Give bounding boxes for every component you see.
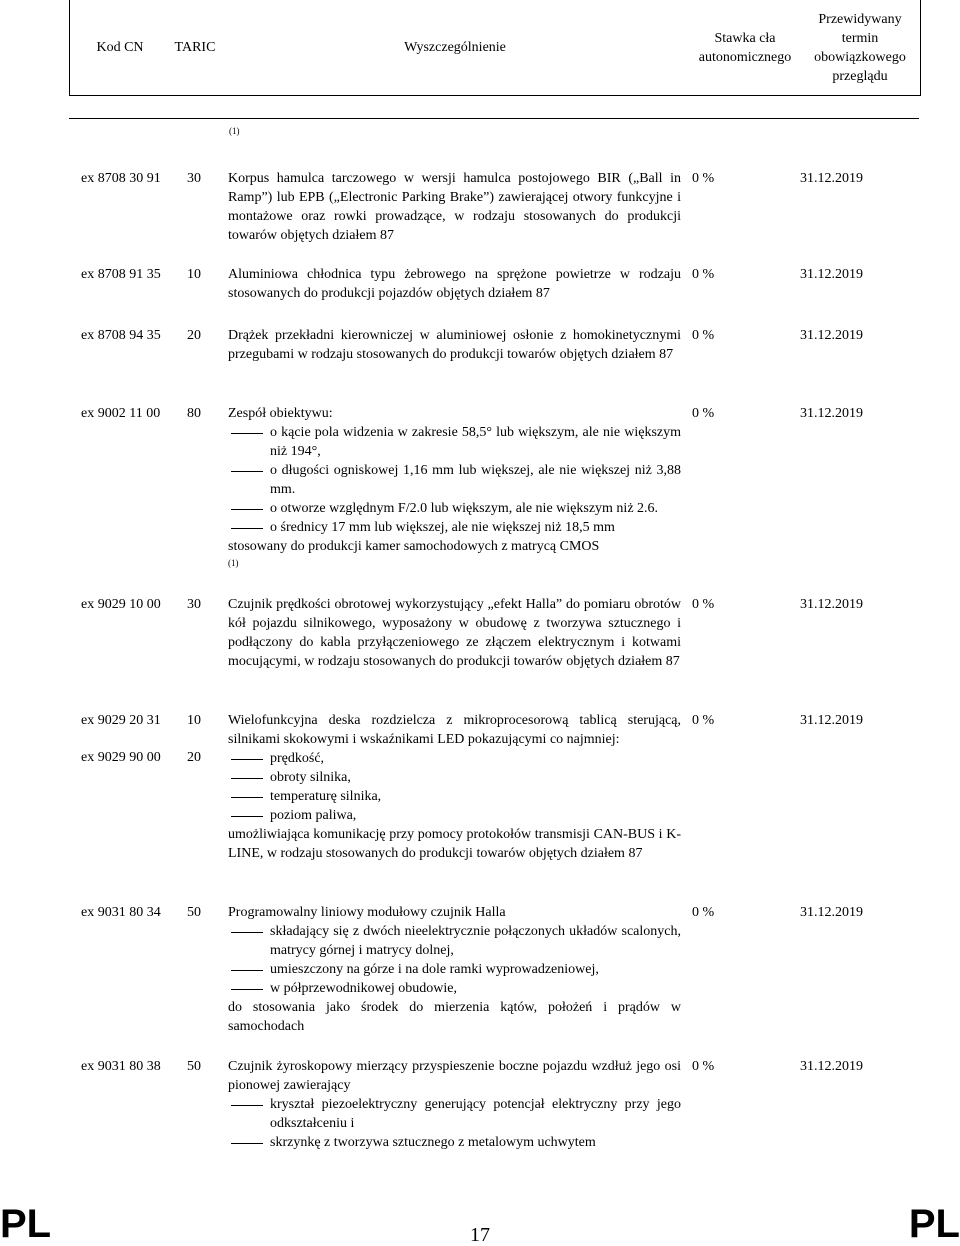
bullet-item: prędkość, bbox=[228, 749, 681, 768]
description bbox=[228, 169, 681, 245]
header-taric: TARIC bbox=[174, 40, 216, 55]
description-text: Aluminiowa chłodnica typu żebrowego na sprężone powietrze w rodzaju stosowanych do produkcji pojazdów objętych działem 87 bbox=[228, 267, 681, 301]
cn-code: ex 8708 94 35 bbox=[81, 328, 161, 343]
footnote-ref: (1) bbox=[228, 558, 239, 568]
footer-language-left: PL bbox=[0, 1202, 52, 1246]
description-text: stosowany do produkcji kamer samochodowych z matrycą CMOS bbox=[228, 539, 600, 554]
taric-code: 30 bbox=[187, 597, 201, 612]
header-kod-cn: Kod CN bbox=[96, 40, 144, 55]
cn-code: ex 9029 10 00 bbox=[81, 597, 161, 612]
cn-code: ex 8708 91 35 bbox=[81, 267, 161, 282]
review-date: 31.12.2019 bbox=[800, 171, 863, 186]
taric-code: 20 bbox=[187, 750, 201, 765]
taric-code: 80 bbox=[187, 406, 201, 421]
cn-code: ex 9002 11 00 bbox=[81, 406, 161, 421]
description-text: Czujnik prędkości obrotowej wykorzystujący „efekt Halla” do pomiaru obrotów kół pojazdu silnikowego, wyposażony w obudowę z tworzywa sztucznego i podłączony do kabla przyłączeniowego ze złączem elektrycznym i kotwami mocującymi, w rodzaju stosowanych do produkcji towarów objętych działem 87 bbox=[228, 597, 681, 669]
review-date: 31.12.2019 bbox=[800, 267, 863, 282]
description-text: Korpus hamulca tarczowego w wersji hamulca postojowego BIR („Ball in Ramp”) lub EPB („Electronic Parking Brake”) zawierającej otwory funkcyjne i montażowe oraz rowki prowadzące, w rodzaju stosowanych do produkcji towarów objętych działem 87 bbox=[228, 171, 681, 243]
description bbox=[228, 326, 681, 364]
cn-code: ex 9031 80 38 bbox=[81, 1059, 161, 1074]
bullet-item: składający się z dwóch nieelektrycznie połączonych układów scalonych, matrycy górnej i matrycy dolnej, bbox=[228, 922, 681, 960]
duty-rate: 0 % bbox=[692, 171, 715, 186]
duty-rate: 0 % bbox=[692, 406, 715, 421]
description-text: Zespół obiektywu: bbox=[228, 406, 333, 421]
header-rate: Stawka cła autonomicznego bbox=[698, 30, 792, 65]
header-description: Wyszczególnienie bbox=[404, 40, 506, 55]
description-text: Czujnik żyroskopowy mierzący przyspieszenie boczne pojazdu wzdłuż jego osi pionowej zawierający bbox=[228, 1059, 681, 1093]
page-number: 17 bbox=[470, 1224, 490, 1246]
bullet-item: temperaturę silnika, bbox=[228, 787, 681, 806]
taric-code: 10 bbox=[187, 267, 201, 282]
cn-code: ex 8708 30 91 bbox=[81, 171, 161, 186]
bullet-item: w półprzewodnikowej obudowie, bbox=[228, 979, 681, 998]
description-text: do stosowania jako środek do mierzenia kątów, położeń i prądów w samochodach bbox=[228, 1000, 681, 1034]
review-date: 31.12.2019 bbox=[800, 597, 863, 612]
cn-code: ex 9031 80 34 bbox=[81, 905, 161, 920]
description bbox=[228, 265, 681, 303]
bullet-item: o otworze względnym F/2.0 lub większym, ale nie większym niż 2.6. bbox=[228, 499, 681, 518]
description bbox=[228, 711, 681, 863]
footer-language-right: PL bbox=[908, 1202, 960, 1246]
bullet-item: umieszczony na górze i na dole ramki wyprowadzeniowej, bbox=[228, 960, 681, 979]
row-separator bbox=[69, 118, 919, 119]
header-footnote: (1) bbox=[229, 126, 240, 136]
bullet-item: o średnicy 17 mm lub większej, ale nie większej niż 18,5 mm bbox=[228, 518, 681, 537]
duty-rate: 0 % bbox=[692, 267, 715, 282]
taric-code: 20 bbox=[187, 328, 201, 343]
review-date: 31.12.2019 bbox=[800, 406, 863, 421]
bullet-item: kryształ piezoelektryczny generujący potencjał elektryczny przy jego odkształceniu i bbox=[228, 1095, 681, 1133]
bullet-item: o długości ogniskowej 1,16 mm lub większej, ale nie większej niż 3,88 mm. bbox=[228, 461, 681, 499]
description bbox=[228, 1057, 681, 1152]
review-date: 31.12.2019 bbox=[800, 713, 863, 728]
duty-rate: 0 % bbox=[692, 597, 715, 612]
duty-rate: 0 % bbox=[692, 1059, 715, 1074]
review-date: 31.12.2019 bbox=[800, 328, 863, 343]
cn-code: ex 9029 90 00 bbox=[81, 750, 161, 765]
duty-rate: 0 % bbox=[692, 905, 715, 920]
description bbox=[228, 595, 681, 671]
header-review-date: Przewidywany termin obowiązkowego przeglądu bbox=[814, 11, 906, 84]
table-header bbox=[69, 0, 921, 96]
description-text: Drążek przekładni kierowniczej w aluminiowej osłonie z homokinetycznymi przegubami w rodzaju stosowanych do produkcji towarów objętych działem 87 bbox=[228, 328, 681, 362]
description-text: Programowalny liniowy modułowy czujnik Halla bbox=[228, 905, 506, 920]
bullet-item: skrzynkę z tworzywa sztucznego z metalowym uchwytem bbox=[228, 1133, 681, 1152]
bullet-item: o kącie pola widzenia w zakresie 58,5° lub większym, ale nie większym niż 194°, bbox=[228, 423, 681, 461]
taric-code: 50 bbox=[187, 905, 201, 920]
description-text: umożliwiająca komunikację przy pomocy protokołów transmisji CAN-BUS i K-LINE, w rodzaju stosowanych do produkcji towarów objętych działem 87 bbox=[228, 827, 681, 861]
bullet-item: poziom paliwa, bbox=[228, 806, 681, 825]
taric-code: 50 bbox=[187, 1059, 201, 1074]
description-text: Wielofunkcyjna deska rozdzielcza z mikroprocesorową tablicą sterującą, silnikami skokowymi i wskaźnikami LED pokazującymi co najmniej: bbox=[228, 713, 681, 747]
duty-rate: 0 % bbox=[692, 713, 715, 728]
review-date: 31.12.2019 bbox=[800, 1059, 863, 1074]
review-date: 31.12.2019 bbox=[800, 905, 863, 920]
bullet-item: obroty silnika, bbox=[228, 768, 681, 787]
description bbox=[228, 404, 681, 570]
description bbox=[228, 903, 681, 1036]
cn-code: ex 9029 20 31 bbox=[81, 713, 161, 728]
taric-code: 30 bbox=[187, 171, 201, 186]
duty-rate: 0 % bbox=[692, 328, 715, 343]
taric-code: 10 bbox=[187, 713, 201, 728]
